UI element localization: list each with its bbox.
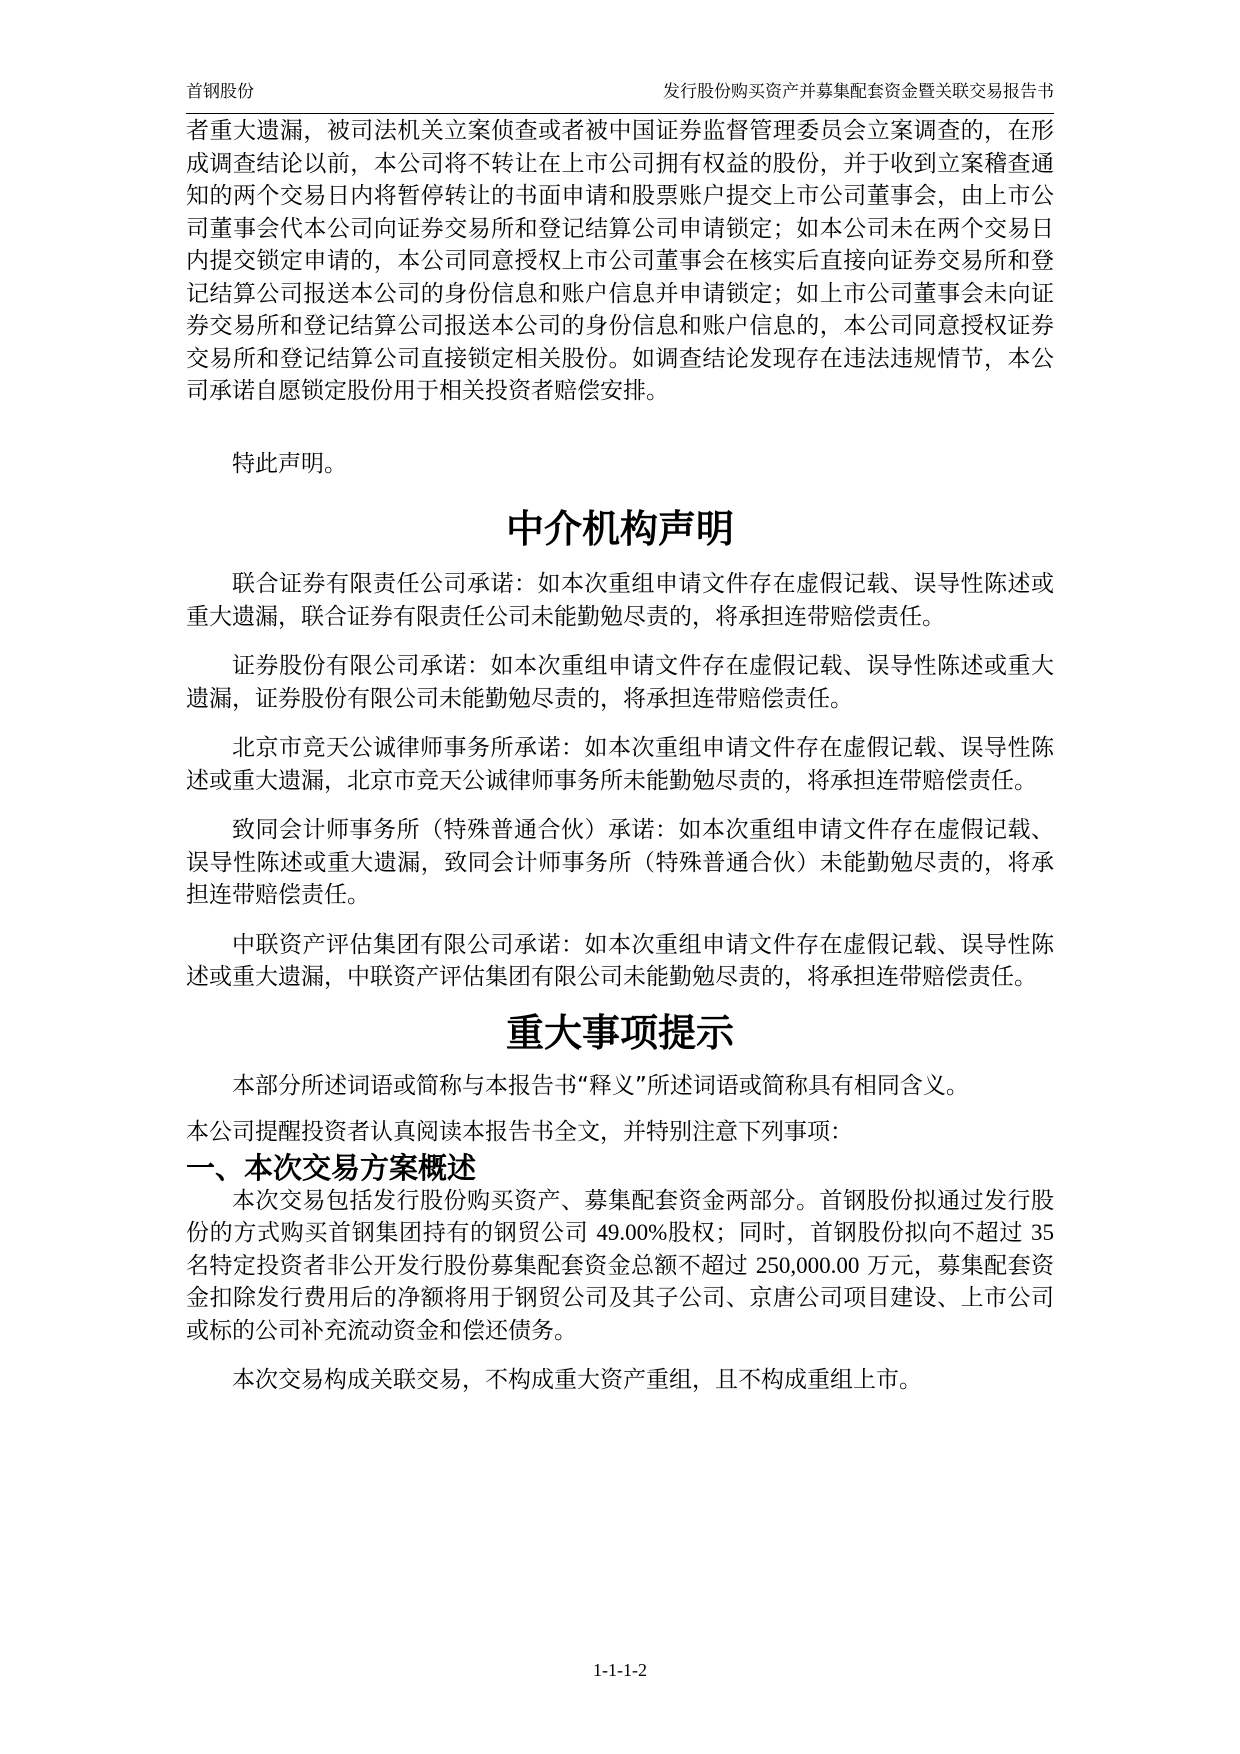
investor-reminder: 本公司提醒投资者认真阅读本报告书全文，并特别注意下列事项：	[186, 1119, 853, 1145]
section-1-heading: 一、本次交易方案概述	[186, 1150, 477, 1185]
major-items-title: 重大事项提示	[505, 1010, 734, 1055]
continuation-paragraph: 者重大遗漏，被司法机关立案侦查或者被中国证券监督管理委员会立案调查的，在形成调查结论以前，本公司将不转让在上市公司拥有权益的股份，并于收到立案稽查通知的两个交易日内将暂停转让的书面申请和股票账户提交上市公司董事会，由上市公司董事会代本公司向证券交易所和登记结算公司申请锁定；如本公司未在两个交易日内提交锁定申请的，本公司同意授权上市公司董事会在核实后直接向证券交易所和登记结算公司报送本公司的身份信息和账户信息并申请锁定；如上市公司董事会未向证券交易所和登记结算公司报送本公司的身份信息和账户信息的，本公司同意授权证券交易所和登记结算公司直接锁定相关股份。如调查结论发现存在违法违规情节，本公司承诺自愿锁定股份用于相关投资者赔偿安排。	[186, 118, 1054, 404]
intermediary-para-lianhe: 联合证券有限责任公司承诺：如本次重组申请文件存在虚假记载、误导性陈述或重大遗漏，联合证券有限责任公司未能勤勉尽责的，将承担连带赔偿责任。	[186, 571, 1054, 630]
intermediary-para-securities: 证券股份有限公司承诺：如本次重组申请文件存在虚假记载、误导性陈述或重大遗漏，证券股份有限公司未能勤勉尽责的，将承担连带赔偿责任。	[186, 653, 1054, 712]
definitions-note: 本部分所述词语或简称与本报告书“释义”所述词语或简称具有相同含义。	[232, 1072, 969, 1099]
transaction-overview-paragraph: 本次交易包括发行股份购买资产、募集配套资金两部分。首钢股份拟通过发行股份的方式购买首钢集团持有的钢贸公司 49.00%股权；同时，首钢股份拟向不超过 35 名特定投资者非公开发行股份募集配套资金总额不超过 250,000.00 万元，募集配套资金扣除发行费用后的净额将用于钢贸公司及其子公司、京唐公司项目建设、上市公司或标的公司补充流动资金和偿还债务。	[186, 1187, 1055, 1344]
page-number: 1-1-1-2	[593, 1660, 647, 1680]
intermediary-para-accounting: 致同会计师事务所（特殊普通合伙）承诺：如本次重组申请文件存在虚假记载、误导性陈述或重大遗漏，致同会计师事务所（特殊普通合伙）未能勤勉尽责的，将承担连带赔偿责任。	[186, 817, 1054, 908]
header-divider	[186, 113, 1054, 114]
related-transaction-note: 本次交易构成关联交易，不构成重大资产重组，且不构成重组上市。	[232, 1367, 922, 1393]
intermediary-declaration-title: 中介机构声明	[505, 507, 734, 551]
header-document-title: 发行股份购买资产并募集配套资金暨关联交易报告书	[663, 82, 1054, 102]
intermediary-para-law-firm: 北京市竞天公诚律师事务所承诺：如本次重组申请文件存在虚假记载、误导性陈述或重大遗漏，北京市竞天公诚律师事务所未能勤勉尽责的，将承担连带赔偿责任。	[186, 735, 1054, 794]
header-company-name: 首钢股份	[186, 82, 254, 102]
page-content	[186, 115, 1054, 1397]
closing-statement: 特此声明。	[232, 450, 347, 477]
intermediary-para-appraisal: 中联资产评估集团有限公司承诺：如本次重组申请文件存在虚假记载、误导性陈述或重大遗漏，中联资产评估集团有限公司未能勤勉尽责的，将承担连带赔偿责任。	[186, 931, 1054, 990]
